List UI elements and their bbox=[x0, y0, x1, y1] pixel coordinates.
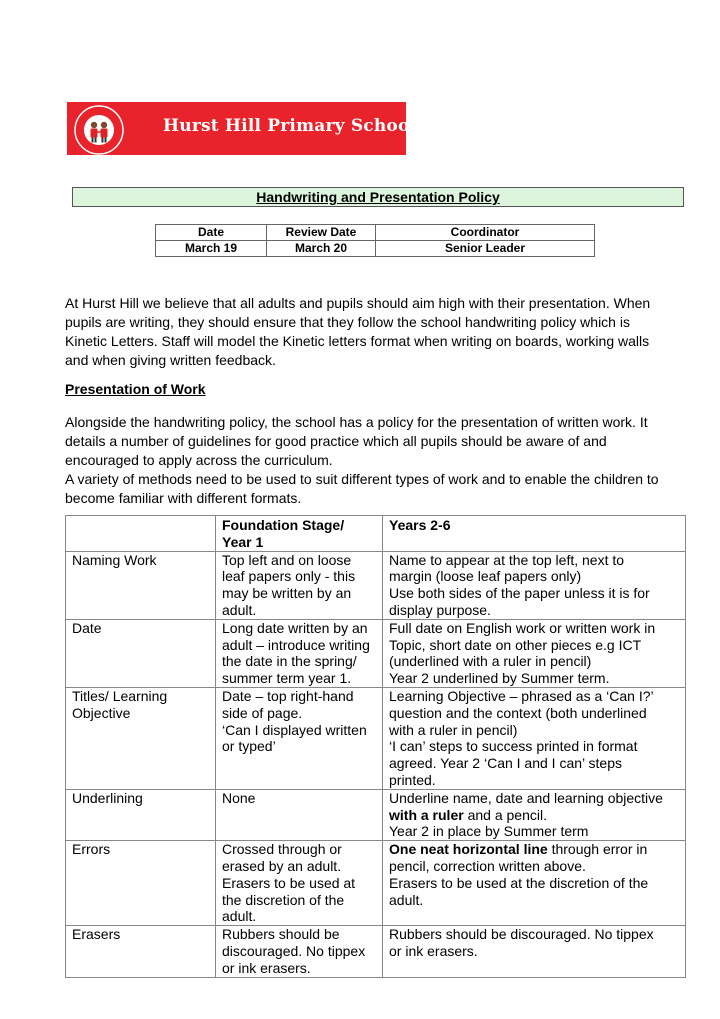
row-foundation-cell: None bbox=[216, 789, 383, 840]
row-label: Errors bbox=[66, 841, 216, 926]
row-years-cell: Learning Objective – phrased as a ‘Can I?’ question and the context (both underlined with a ruler in pencil) ‘I can’ steps to success printed in format agreed. Year 2 ‘Can I and I can’ steps printed. bbox=[383, 687, 686, 789]
row-label: Naming Work bbox=[66, 551, 216, 619]
table-row bbox=[66, 926, 686, 977]
table-row bbox=[66, 551, 686, 619]
intro-line: Kinetic Letters. Staff will model the Kinetic letters format when writing on boards, working walls bbox=[65, 333, 650, 349]
meta-header-coordinator: Coordinator bbox=[376, 225, 595, 241]
table-row bbox=[66, 841, 686, 926]
row-foundation-cell: Top left and on loose leaf papers only - this may be written by an adult. bbox=[216, 551, 383, 619]
table-row bbox=[66, 789, 686, 840]
row-foundation-cell: Rubbers should be discouraged. No tippex or ink erasers. bbox=[216, 926, 383, 977]
table-header-row bbox=[66, 516, 686, 552]
row-foundation-cell: Long date written by an adult – introduce writing the date in the spring/ summer term year 1. bbox=[216, 619, 383, 687]
table-row bbox=[66, 619, 686, 687]
intro-paragraph bbox=[65, 294, 685, 370]
school-logo-banner bbox=[67, 102, 417, 155]
row-years-cell: Rubbers should be discouraged. No tippex or ink erasers. bbox=[383, 926, 686, 977]
row-label: Date bbox=[66, 619, 216, 687]
presentation-line: become familiar with different formats. bbox=[65, 490, 302, 506]
row-years-cell: Full date on English work or written work in Topic, short date on other pieces e.g ICT (underlined with a ruler in pencil) Year 2 underlined by Summer term. bbox=[383, 619, 686, 687]
presentation-guidelines-table bbox=[65, 515, 686, 978]
school-seal-icon bbox=[73, 104, 125, 156]
header-foundation-stage: Foundation Stage/ Year 1 bbox=[216, 516, 383, 552]
row-years-cell: Underline name, date and learning objective with a ruler and a pencil. Year 2 in place by Summer term bbox=[383, 789, 686, 840]
presentation-line: encouraged to apply across the curriculum. bbox=[65, 452, 333, 468]
row-years-cell: One neat horizontal line through error in pencil, correction written above. Erasers to be used at the discretion of the adult. bbox=[383, 841, 686, 926]
intro-line: pupils are writing, they should ensure that they follow the school handwriting policy which is bbox=[65, 314, 630, 330]
row-label: Underlining bbox=[66, 789, 216, 840]
meta-value-coordinator: Senior Leader bbox=[376, 241, 595, 257]
meta-header-date: Date bbox=[156, 225, 267, 241]
presentation-paragraph bbox=[65, 413, 685, 508]
meta-header-review-date: Review Date bbox=[267, 225, 376, 241]
meta-value-date: March 19 bbox=[156, 241, 267, 257]
table-row bbox=[66, 687, 686, 789]
header-years-2-6: Years 2-6 bbox=[383, 516, 686, 552]
policy-meta-table bbox=[155, 224, 595, 257]
intro-line: and when giving written feedback. bbox=[65, 352, 276, 368]
presentation-line: A variety of methods need to be used to suit different types of work and to enable the children to bbox=[65, 471, 659, 487]
meta-value-row bbox=[156, 241, 595, 257]
row-label: Erasers bbox=[66, 926, 216, 977]
intro-line: At Hurst Hill we believe that all adults and pupils should aim high with their presentation. When bbox=[65, 295, 651, 311]
presentation-heading: Presentation of Work bbox=[65, 381, 206, 397]
header-cell-empty bbox=[66, 516, 216, 552]
school-name: Hurst Hill Primary School bbox=[163, 116, 417, 136]
meta-header-row bbox=[156, 225, 595, 241]
presentation-line: details a number of guidelines for good practice which all pupils should be aware of and bbox=[65, 433, 607, 449]
row-label: Titles/ Learning Objective bbox=[66, 687, 216, 789]
row-foundation-cell: Crossed through or erased by an adult. Erasers to be used at the discretion of the adult. bbox=[216, 841, 383, 926]
row-foundation-cell: Date – top right-hand side of page. ‘Can I displayed written or typed’ bbox=[216, 687, 383, 789]
meta-value-review-date: March 20 bbox=[267, 241, 376, 257]
row-years-cell: Name to appear at the top left, next to margin (loose leaf papers only) Use both sides of the paper unless it is for display purpose. bbox=[383, 551, 686, 619]
presentation-line: Alongside the handwriting policy, the school has a policy for the presentation of written work. It bbox=[65, 414, 648, 430]
policy-title: Handwriting and Presentation Policy bbox=[72, 187, 684, 207]
